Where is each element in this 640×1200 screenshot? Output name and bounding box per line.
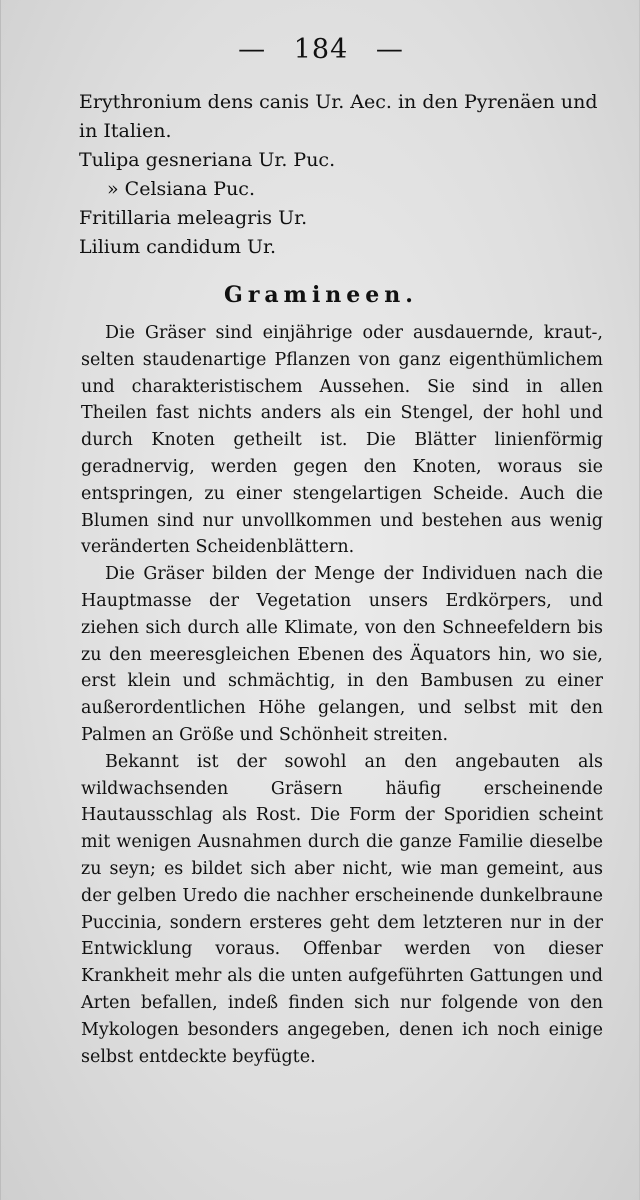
header-dash-right: —: [375, 34, 404, 65]
species-entry: Erythronium dens canis Ur. Aec. in den Pyrenäen und: [79, 91, 598, 113]
paragraph: Die Gräser sind einjährige oder ausdauernde, kraut-, selten staudenartige Pflanzen von ganz eigenthümlichem und charakteristischem Aussehen. Sie sind in allen Theilen fast nichts anders als ein Stengel, der hohl und durch Knoten getheilt ist. Die Blätter linienförmig geradnervig, werden gegen den Knoten, woraus sie entspringen, zu einer stengelartigen Scheide. Auch die Blumen sind nur unvollkommen und bestehen aus wenig veränderten Scheidenblättern.: [81, 323, 603, 558]
page-header: [1, 34, 640, 65]
section-heading: Gramineen.: [224, 282, 418, 308]
body-text: [81, 320, 603, 1070]
header-dash-left: —: [238, 34, 267, 65]
species-entry: Fritillaria meleagris Ur.: [79, 207, 308, 229]
species-list: [79, 88, 619, 262]
species-entry: Lilium candidum Ur.: [79, 236, 277, 258]
species-entry: Tulipa gesneriana Ur. Puc.: [79, 149, 336, 171]
species-entry-continuation: in Italien.: [79, 120, 172, 142]
paragraph: Bekannt ist der sowohl an den angebauten als wildwachsenden Gräsern häufig erscheinende Hautausschlag als Rost. Die Form der Sporidien scheint mit wenigen Ausnahmen durch die ganze Familie dieselbe zu seyn; es bildet sich aber nicht, wie man gemeint, aus der gelben Uredo die nachher erscheinende dunkelbraune Puccinia, sondern ersteres geht dem letzteren nur in der Entwicklung voraus. Offenbar werden von dieser Krankheit mehr als die unten aufgeführten Gattungen und Arten befallen, indeß finden sich nur folgende von den Mykologen besonders angegeben, denen ich noch einige selbst entdeckte beyfügte.: [81, 751, 603, 1067]
species-entry-ditto: » Celsiana Puc.: [107, 178, 255, 200]
paragraph: Die Gräser bilden der Menge der Individuen nach die Hauptmasse der Vegetation unsers Erdkörpers, und ziehen sich durch alle Klimate, von den Schneefeldern bis zu den meeresgleichen Ebenen des Äquators hin, wo sie, erst klein und schmächtig, in den Bambusen zu einer außerordentlichen Höhe gelangen, und selbst mit den Palmen an Größe und Schönheit streiten.: [81, 564, 603, 745]
page-number: 184: [293, 34, 349, 65]
